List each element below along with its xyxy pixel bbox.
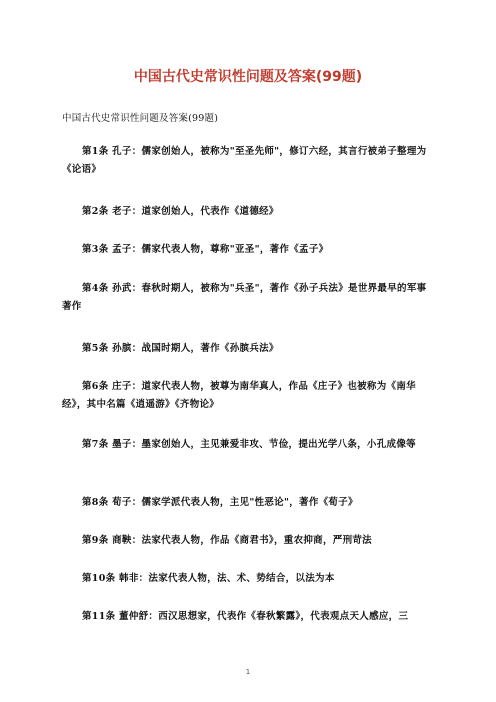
- entry-6: 第6条 庄子：道家代表人物，被尊为南华真人，作品《庄子》也被称为《南华经》，其中名篇《逍遥游》《齐物论》: [62, 381, 416, 410]
- entry-3: 第3条 孟子：儒家代表人物，尊称"亚圣"，著作《孟子》: [82, 244, 329, 255]
- entry-8: 第8条 荀子：儒家学派代表人物，主见"性恶论"，著作《荀子》: [82, 497, 358, 508]
- entry-4: 第4条 孙武：春秋时期人，被称为"兵圣"，著作《孙子兵法》是世界最早的军事著作: [62, 283, 427, 312]
- entry-9: 第9条 商鞅：法家代表人物，作品《商君书》，重农抑商，严刑苛法: [82, 535, 372, 546]
- entry-2: 第2条 老子：道家创始人，代表作《道德经》: [82, 206, 279, 217]
- entry-5: 第5条 孙膑：战国时期人，著作《孙膑兵法》: [82, 343, 279, 354]
- entry-7: 第7条 墨子：墨家创始人，主见兼爱非攻、节俭，提出光学八条，小孔成像等: [82, 439, 416, 450]
- entry-10: 第10条 韩非：法家代表人物，法、术、势结合，以法为本: [82, 573, 335, 584]
- entry-11: 第11条 董仲舒：西汉思想家，代表作《春秋繁露》，代表观点天人感应，三: [82, 611, 409, 622]
- entry-1: 第1条 孔子：儒家创始人，被称为"至圣先师"，修订六经，其言行被弟子整理为《论语》: [62, 146, 427, 175]
- document-title: 中国古代史常识性问题及答案(99题): [133, 69, 363, 85]
- page-number: 1: [245, 668, 251, 676]
- document-subtitle: 中国古代史常识性问题及答案(99题): [62, 113, 219, 124]
